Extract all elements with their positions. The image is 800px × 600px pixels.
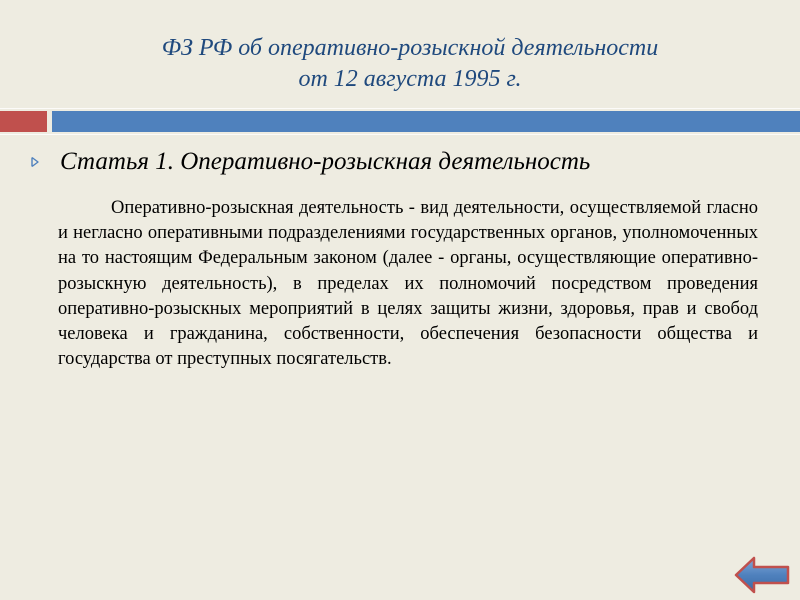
title-divider — [0, 111, 800, 132]
article-heading-row — [28, 146, 590, 178]
back-button[interactable] — [734, 556, 790, 594]
article-paragraph: Оперативно-розыскная деятельность - вид деятельности, осуществляемой гласно и негласно оперативными подразделениями государственных органов, уполномоченных на то настоящим Федеральным законом (далее - органы, осуществляющие оперативно-розыскную деятельность), в пределах их полномочий посредством проведения оперативно-розыскных мероприятий в целях защиты жизни, здоровья, прав и свобод человека и гражданина, собственности, обеспечения безопасности общества и государства от преступных посягательств. — [58, 198, 758, 370]
article-heading: Статья 1. Оперативно-розыскная деятельность — [60, 148, 591, 175]
divider-red-segment — [0, 111, 47, 132]
divider-blue-segment — [52, 111, 800, 132]
title-line-1: ФЗ РФ об оперативно-розыскной деятельности — [161, 35, 659, 61]
divider-line-bottom — [0, 134, 800, 135]
arrow-left-icon — [734, 556, 790, 594]
title-line-2: от 12 августа 1995 г. — [298, 66, 522, 92]
arrow-right-icon — [28, 155, 42, 169]
slide-title — [0, 33, 800, 95]
divider-line-top — [0, 108, 800, 109]
